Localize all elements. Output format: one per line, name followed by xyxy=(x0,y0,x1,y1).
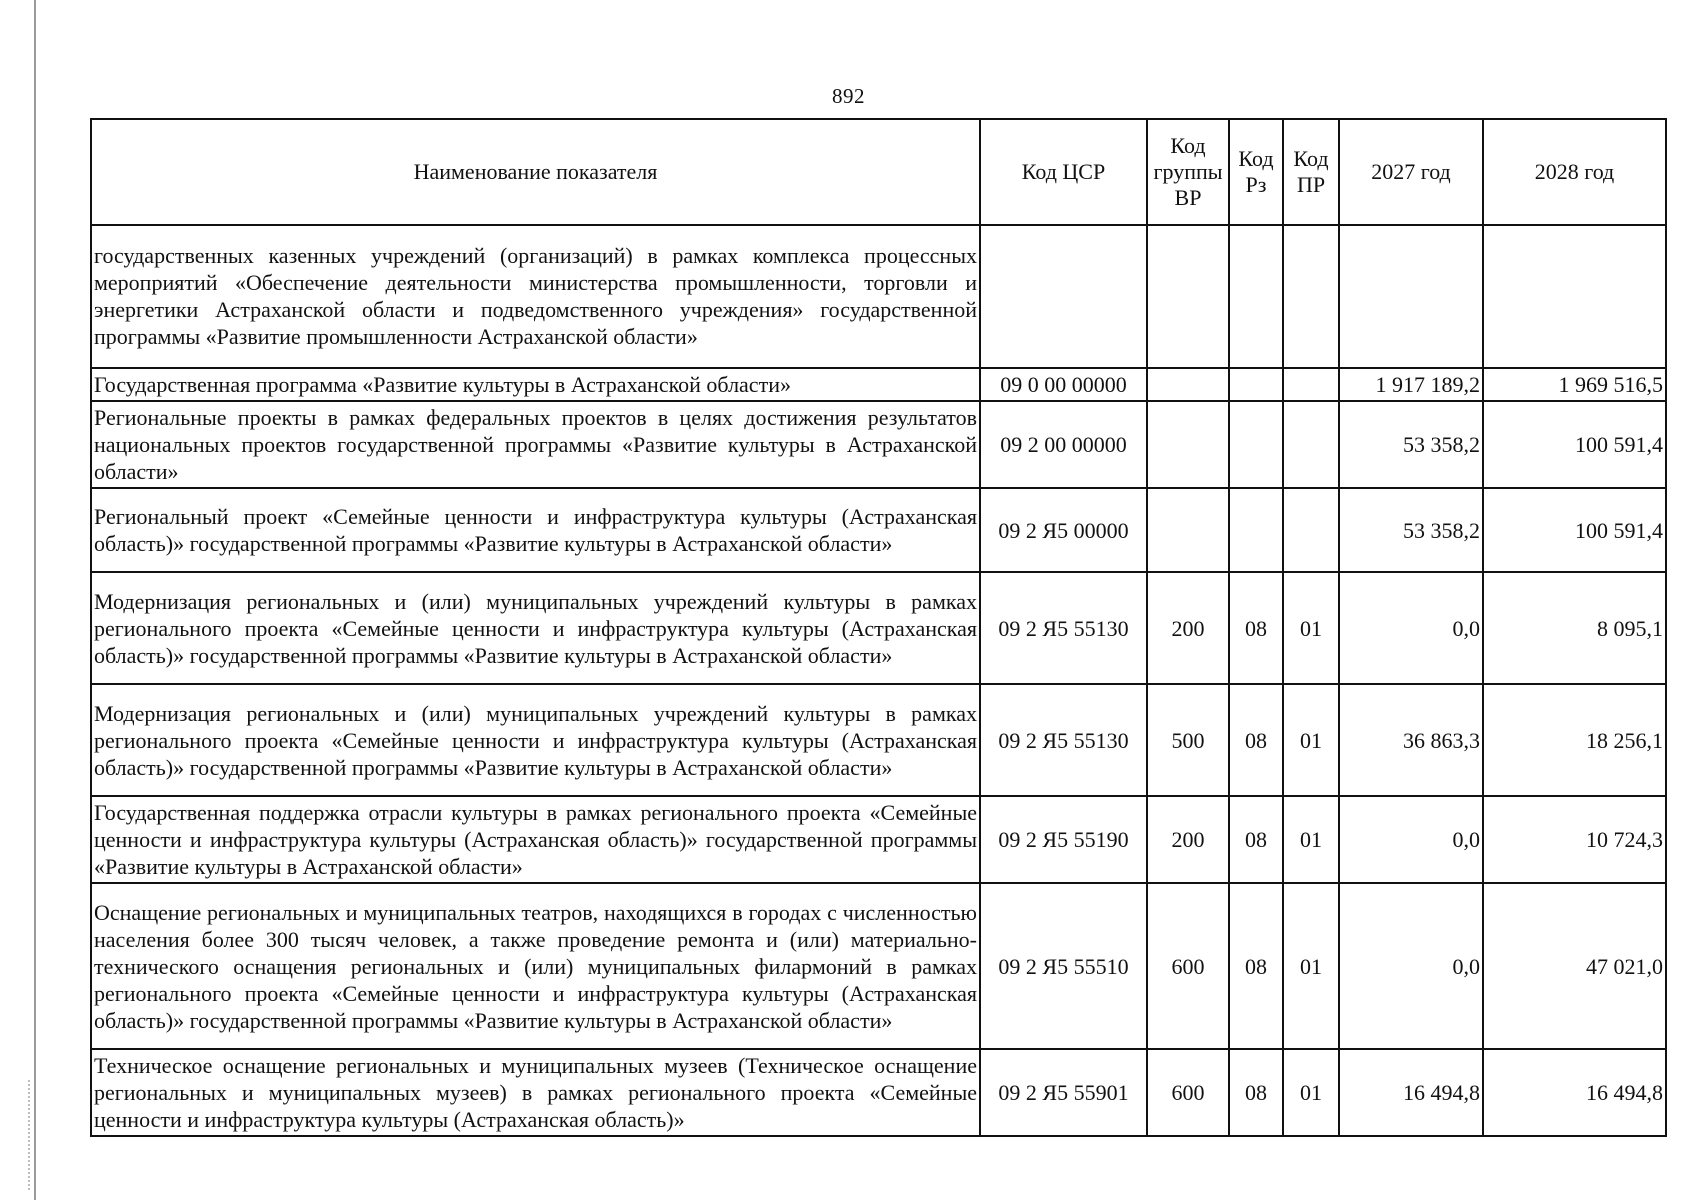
row-pr: 01 xyxy=(1283,684,1339,796)
row-csr: 09 2 Я5 55130 xyxy=(980,572,1147,684)
scan-edge-line xyxy=(34,0,36,1200)
header-vr: Код группы ВР xyxy=(1147,119,1229,225)
row-name: Региональный проект «Семейные ценности и инфраструктура культуры (Астраханская область)» государственной программы «Развитие культуры в Астраханской области» xyxy=(91,488,980,572)
table-row xyxy=(91,796,1666,883)
row-2028: 100 591,4 xyxy=(1483,401,1666,488)
table-row xyxy=(91,1049,1666,1136)
header-2027: 2027 год xyxy=(1339,119,1483,225)
row-vr: 500 xyxy=(1147,684,1229,796)
table-row xyxy=(91,401,1666,488)
row-2028: 47 021,0 xyxy=(1483,883,1666,1049)
row-vr: 200 xyxy=(1147,572,1229,684)
table-row xyxy=(91,368,1666,401)
row-vr: 600 xyxy=(1147,883,1229,1049)
row-rz: 08 xyxy=(1229,883,1283,1049)
row-csr: 09 2 Я5 00000 xyxy=(980,488,1147,572)
row-name: Оснащение региональных и муниципальных театров, находящихся в городах с численностью населения более 300 тысяч человек, а также проведение ремонта и (или) материально-технического оснащения региональных и (или) муниципальных филармоний в рамках регионального проекта «Семейные ценности и инфраструктура культуры (Астраханская область)» государственной программы «Развитие культуры в Астраханской области» xyxy=(91,883,980,1049)
table-row xyxy=(91,225,1666,368)
header-2028: 2028 год xyxy=(1483,119,1666,225)
row-pr xyxy=(1283,368,1339,401)
row-vr: 200 xyxy=(1147,796,1229,883)
row-vr xyxy=(1147,225,1229,368)
row-2027: 36 863,3 xyxy=(1339,684,1483,796)
row-rz: 08 xyxy=(1229,684,1283,796)
header-rz: Код Рз xyxy=(1229,119,1283,225)
row-2028: 18 256,1 xyxy=(1483,684,1666,796)
row-rz: 08 xyxy=(1229,796,1283,883)
row-pr: 01 xyxy=(1283,796,1339,883)
row-2028: 16 494,8 xyxy=(1483,1049,1666,1136)
row-pr: 01 xyxy=(1283,572,1339,684)
table-row xyxy=(91,883,1666,1049)
header-row xyxy=(91,119,1666,225)
row-2027: 16 494,8 xyxy=(1339,1049,1483,1136)
row-vr: 600 xyxy=(1147,1049,1229,1136)
row-pr xyxy=(1283,488,1339,572)
row-vr xyxy=(1147,488,1229,572)
row-rz xyxy=(1229,368,1283,401)
row-csr: 09 0 00 00000 xyxy=(980,368,1147,401)
row-rz: 08 xyxy=(1229,572,1283,684)
row-rz xyxy=(1229,401,1283,488)
header-name: Наименование показателя xyxy=(91,119,980,225)
row-csr xyxy=(980,225,1147,368)
row-2028: 1 969 516,5 xyxy=(1483,368,1666,401)
header-csr: Код ЦСР xyxy=(980,119,1147,225)
row-name: Модернизация региональных и (или) муниципальных учреждений культуры в рамках регионального проекта «Семейные ценности и инфраструктура культуры (Астраханская область)» государственной программы «Развитие культуры в Астраханской области» xyxy=(91,572,980,684)
budget-table xyxy=(90,118,1667,1137)
table-row xyxy=(91,572,1666,684)
row-2028: 100 591,4 xyxy=(1483,488,1666,572)
row-rz: 08 xyxy=(1229,1049,1283,1136)
header-pr: Код ПР xyxy=(1283,119,1339,225)
row-pr xyxy=(1283,401,1339,488)
row-csr: 09 2 Я5 55510 xyxy=(980,883,1147,1049)
row-pr: 01 xyxy=(1283,1049,1339,1136)
row-vr xyxy=(1147,401,1229,488)
row-pr: 01 xyxy=(1283,883,1339,1049)
row-name: Региональные проекты в рамках федеральных проектов в целях достижения результатов национальных проектов государственной программы «Развитие культуры в Астраханской области» xyxy=(91,401,980,488)
row-csr: 09 2 00 00000 xyxy=(980,401,1147,488)
row-2027: 53 358,2 xyxy=(1339,401,1483,488)
scan-edge-dots xyxy=(28,1080,32,1190)
row-name: Модернизация региональных и (или) муниципальных учреждений культуры в рамках регионального проекта «Семейные ценности и инфраструктура культуры (Астраханская область)» государственной программы «Развитие культуры в Астраханской области» xyxy=(91,684,980,796)
row-pr xyxy=(1283,225,1339,368)
row-2027: 0,0 xyxy=(1339,796,1483,883)
row-name: Государственная поддержка отрасли культуры в рамках регионального проекта «Семейные ценности и инфраструктура культуры (Астраханская область)» государственной программы «Развитие культуры в Астраханской области» xyxy=(91,796,980,883)
row-2028: 10 724,3 xyxy=(1483,796,1666,883)
row-rz xyxy=(1229,488,1283,572)
row-rz xyxy=(1229,225,1283,368)
row-vr xyxy=(1147,368,1229,401)
row-2027: 53 358,2 xyxy=(1339,488,1483,572)
row-name: Государственная программа «Развитие культуры в Астраханской области» xyxy=(91,368,980,401)
row-2028 xyxy=(1483,225,1666,368)
table-row xyxy=(91,488,1666,572)
row-2027: 1 917 189,2 xyxy=(1339,368,1483,401)
page-number: 892 xyxy=(832,84,865,108)
row-csr: 09 2 Я5 55190 xyxy=(980,796,1147,883)
row-name: государственных казенных учреждений (организаций) в рамках комплекса процессных мероприятий «Обеспечение деятельности министерства промышленности, торговли и энергетики Астраханской области и подведомственного учреждения» государственной программы «Развитие промышленности Астраханской области» xyxy=(91,225,980,368)
row-2027: 0,0 xyxy=(1339,572,1483,684)
row-csr: 09 2 Я5 55901 xyxy=(980,1049,1147,1136)
row-2028: 8 095,1 xyxy=(1483,572,1666,684)
row-2027: 0,0 xyxy=(1339,883,1483,1049)
row-name: Техническое оснащение региональных и муниципальных музеев (Техническое оснащение региональных и муниципальных музеев) в рамках регионального проекта «Семейные ценности и инфраструктура культуры (Астраханская область)» xyxy=(91,1049,980,1136)
row-2027 xyxy=(1339,225,1483,368)
row-csr: 09 2 Я5 55130 xyxy=(980,684,1147,796)
table-row xyxy=(91,684,1666,796)
